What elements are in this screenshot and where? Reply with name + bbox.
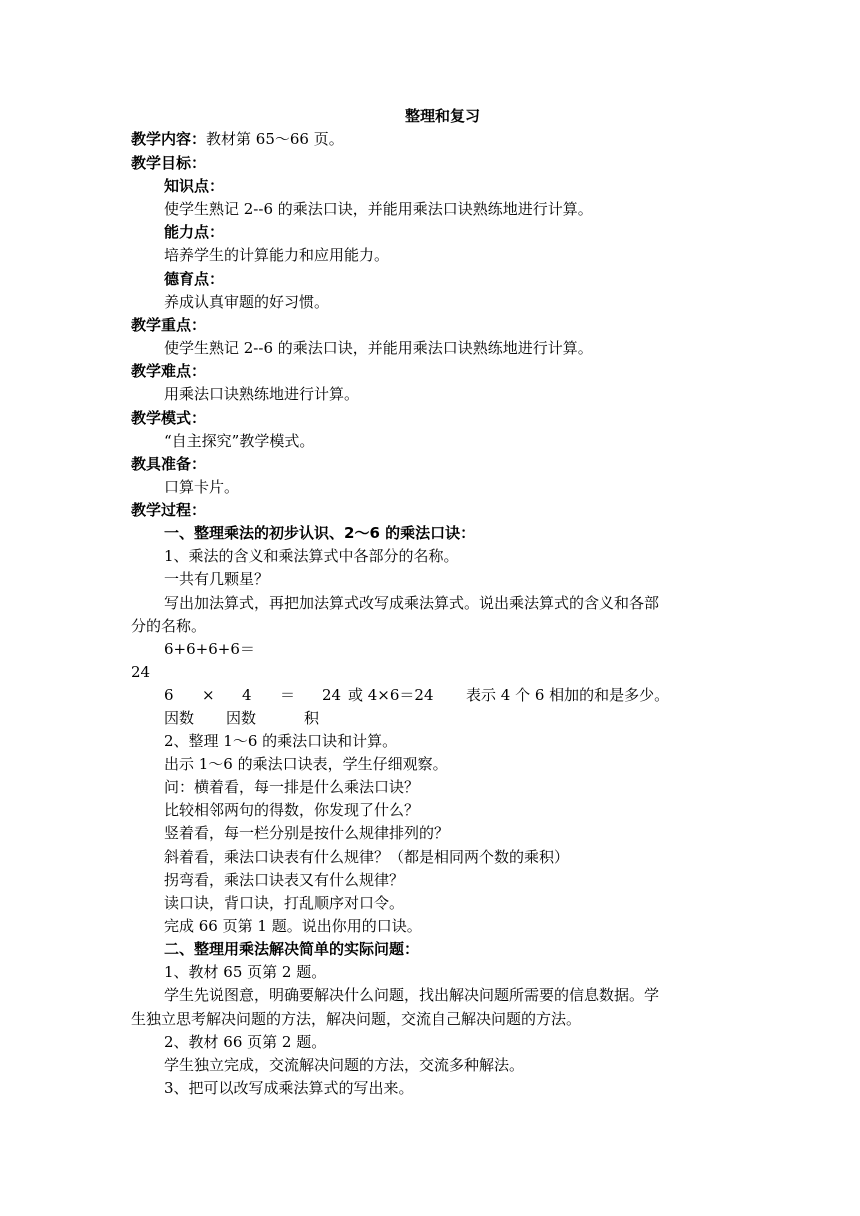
part1-paragraph: 2、整理 1～6 的乘法口诀和计算。 (164, 732, 398, 750)
times-sign: × (202, 686, 215, 704)
part1-paragraph: 问：横着看，每一排是什么乘法口诀？ (164, 778, 420, 796)
part1-paragraph: 写出加法算式，再把加法算式改写成乘法算式。说出乘法算式的含义和各部 (164, 594, 660, 612)
part1-paragraph: 斜着看，乘法口诀表有什么规律？（都是相同两个数的乘积） (164, 848, 570, 866)
part1-paragraph-continued: 分的名称。 (131, 617, 207, 635)
difficulty-text: 用乘法口诀熟练地进行计算。 (164, 385, 360, 403)
mode-text: “自主探究”教学模式。 (164, 432, 315, 450)
expression-meaning: 表示 4 个 6 相加的和是多少。 (466, 686, 670, 704)
part2-paragraph: 学生先说图意，明确要解决什么问题，找出解决问题所需要的信息数据。学 (164, 986, 660, 1004)
part1-paragraph: 比较相邻两句的得数，你发现了什么？ (164, 801, 420, 819)
tools-text: 口算卡片。 (164, 478, 240, 496)
difficulty-label: 教学难点： (131, 362, 207, 380)
part2-paragraph: 1、教材 65 页第 2 题。 (164, 963, 327, 981)
mode-label: 教学模式： (131, 409, 207, 427)
equals-sign: ＝ (280, 686, 296, 704)
part1-paragraph: 拐弯看，乘法口诀表又有什么规律？ (164, 871, 405, 889)
part2-paragraph: 学生独立完成，交流解决问题的方法，交流多种解法。 (164, 1056, 525, 1074)
page-title: 整理和复习 (405, 107, 481, 125)
part1-paragraph: 竖着看，每一栏分别是按什么规律排列的？ (164, 824, 450, 842)
part1-paragraph: 完成 66 页第 1 题。说出你用的口诀。 (164, 917, 422, 935)
part2-paragraph: 3、把可以改写成乘法算式的写出来。 (164, 1079, 414, 1097)
part2-paragraph: 2、教材 66 页第 2 题。 (164, 1033, 327, 1051)
factor-label: 因数 (164, 709, 195, 727)
multiplier-b: 4 (242, 686, 252, 704)
part2-heading: 二、整理用乘法解决简单的实际问题： (164, 940, 420, 958)
addition-expression: 6+6+6+6＝ (164, 640, 255, 658)
multiplication-expression (0, 684, 860, 706)
product-value: 24 (322, 686, 342, 704)
content-line (131, 128, 344, 150)
part1-paragraph: 1、乘法的含义和乘法算式中各部分的名称。 (164, 547, 459, 565)
part1-paragraph: 一共有几颗星？ (164, 570, 270, 588)
tools-label: 教具准备： (131, 455, 207, 473)
goals-label: 教学目标： (131, 154, 207, 172)
moral-label: 德育点： (164, 270, 225, 288)
key-label: 教学重点： (131, 316, 207, 334)
knowledge-label: 知识点： (164, 177, 225, 195)
factor-label: 因数 (226, 709, 257, 727)
process-label: 教学过程： (131, 501, 207, 519)
ability-label: 能力点： (164, 223, 225, 241)
product-label: 积 (304, 709, 320, 727)
ability-text: 培养学生的计算能力和应用能力。 (164, 246, 390, 264)
part1-paragraph: 读口诀，背口诀，打乱顺序对口令。 (164, 894, 405, 912)
part2-paragraph-continued: 生独立思考解决问题的方法，解决问题，交流自己解决问题的方法。 (131, 1010, 582, 1028)
multiplier-a: 6 (164, 686, 174, 704)
moral-text: 养成认真审题的好习惯。 (164, 293, 330, 311)
alternate-expression: 或 4×6＝24 (348, 686, 434, 704)
part1-heading: 一、整理乘法的初步认识、2～6 的乘法口诀： (164, 524, 476, 542)
addition-result: 24 (131, 663, 151, 681)
content-label: 教学内容： (131, 130, 207, 148)
key-text: 使学生熟记 2--6 的乘法口诀，并能用乘法口诀熟练地进行计算。 (164, 339, 593, 357)
content-text: 教材第 65～66 页。 (206, 130, 344, 148)
part1-paragraph: 出示 1～6 的乘法口诀表，学生仔细观察。 (164, 755, 448, 773)
part-names-row (0, 707, 860, 729)
knowledge-text: 使学生熟记 2--6 的乘法口诀，并能用乘法口诀熟练地进行计算。 (164, 200, 593, 218)
